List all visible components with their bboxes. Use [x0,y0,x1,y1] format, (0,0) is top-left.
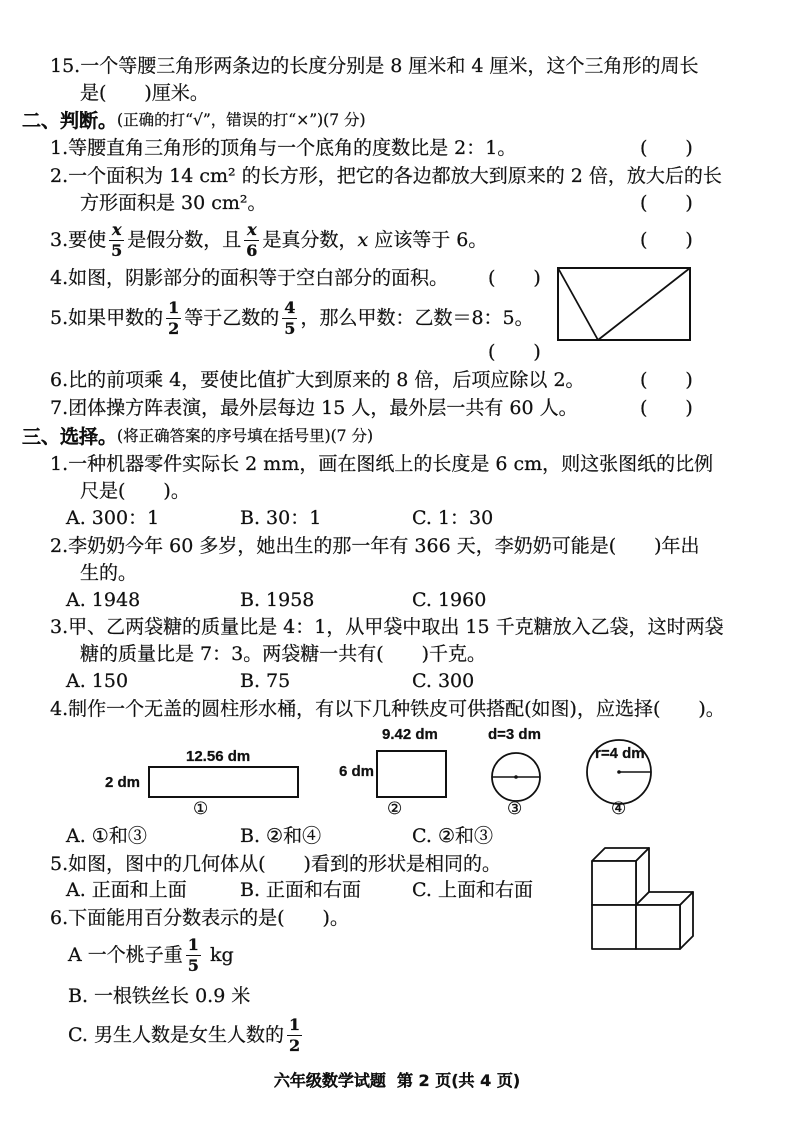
judgment-item-2-line-2: 方形面积是 30 cm²。 [80,191,267,214]
sheet-3-number: ③ [507,799,523,819]
numerator: 1 [168,297,180,317]
numerator: x [111,219,122,239]
option-b: B. 一根铁丝长 0.9 米 [68,984,251,1007]
option-c: C. 1960 [412,588,487,611]
option-b: B. 1958 [240,588,315,611]
item-text: 3.要使 [50,228,107,251]
answer-blank: ( ) [640,368,693,391]
answer-blank: ( ) [640,228,693,251]
item-text: 是假分数，且 [127,228,242,251]
option-a [68,933,234,977]
option-text: C. 男生人数是女生人数的 [68,1023,284,1046]
judgment-item-1: 1.等腰直角三角形的顶角与一个底角的度数比是 2：1。 [50,136,517,159]
option-c: C. 1：30 [412,506,494,529]
center-dot [514,775,518,779]
answer-blank: ( ) [640,396,693,419]
section-instruction: (正确的打“√”，错误的打“×”)(7 分) [117,111,366,130]
denominator: 5 [187,955,199,975]
option-c [68,1013,305,1057]
choice-item-6: 6.下面能用百分数表示的是( )。 [50,906,349,929]
sheet-3-circle-figure [490,751,542,803]
judgment-item-6: 6.比的前项乘 4，要使比值扩大到原来的 8 倍，后项应除以 2。 [50,368,585,391]
answer-blank: ( ) [640,136,693,159]
fraction [166,299,181,337]
option-b: B. ②和④ [240,824,322,847]
option-a: A. ①和③ [66,824,147,847]
denominator: 2 [168,318,180,338]
item-text: 应该等于 6。 [368,228,488,251]
choice-item-2-line-2: 生的。 [80,561,138,584]
judgment-section-heading [22,108,366,134]
sheet-4-radius-label: r=4 dm [595,745,645,762]
page-footer: 六年级数学试题 第 2 页(共 4 页) [273,1071,521,1090]
right-cube-front [636,905,680,949]
choice-item-1-line-2: 尺是( )。 [80,479,190,502]
rectangle-triangle-figure [556,266,694,344]
unit-text: kg [203,943,234,966]
sheet-2-rectangle [376,750,447,798]
option-b: B. 30：1 [240,506,322,529]
question-15-line-2: 是( )厘米。 [80,81,209,104]
option-a: A. 300：1 [66,506,160,529]
sheet-1-rectangle [148,766,299,798]
sheet-4-number: ④ [611,799,627,819]
triangle-left-edge [558,268,598,340]
section-instruction: (将正确答案的序号填在括号里)(7 分) [117,427,373,446]
cube-solid-figure [580,845,698,953]
variable: x [357,228,369,251]
numerator: 1 [288,1014,301,1034]
choice-item-1-line-1: 1.一种机器零件实际长 2 mm，画在图纸上的长度是 6 cm，则这张图纸的比例 [50,452,714,475]
lower-left-cube-front [592,905,636,949]
sheet-2-number: ② [387,799,403,819]
choice-section-heading [22,424,373,450]
judgment-item-3 [50,218,487,262]
choice-item-3-line-1: 3.甲、乙两袋糖的质量比是 4：1，从甲袋中取出 15 千克糖放入乙袋，这时两袋 [50,615,724,638]
option-a: A. 1948 [66,588,141,611]
sheet-1-length-label: 12.56 dm [186,748,251,765]
numerator: 4 [284,297,296,317]
numerator: 1 [187,934,199,954]
fraction [109,221,124,259]
option-c: C. ②和③ [412,824,493,847]
choice-item-2-line-1: 2.李奶奶今年 60 多岁，她出生的那一年有 366 天，李奶奶可能是( )年出 [50,534,700,557]
option-b: B. 正面和右面 [240,878,362,901]
fraction [282,299,297,337]
option-c: C. 300 [412,669,475,692]
numerator: x [247,219,257,239]
fraction [186,936,201,974]
judgment-item-5 [50,296,534,340]
option-b: B. 75 [240,669,291,692]
section-title: 二、判断。 [22,109,118,132]
question-15-line-1: 15.一个等腰三角形两条边的长度分别是 8 厘米和 4 厘米，这个三角形的周长 [50,54,699,77]
sheet-3-diameter-label: d=3 dm [488,726,541,743]
answer-blank: ( ) [488,340,541,363]
option-a: A. 正面和上面 [66,878,187,901]
option-text: A 一个桃子重 [68,943,183,966]
item-text: 是真分数， [262,228,358,251]
denominator: 5 [284,318,296,338]
judgment-item-4: 4.如图，阴影部分的面积等于空白部分的面积。 [50,266,449,289]
fraction [287,1016,302,1054]
sheet-2-width-label: 6 dm [339,763,375,780]
denominator: 2 [288,1035,301,1055]
denominator: 6 [246,240,258,260]
choice-item-4: 4.制作一个无盖的圆柱形水桶，有以下几种铁皮可供搭配(如图)，应选择( )。 [50,697,725,720]
choice-item-5: 5.如图，图中的几何体从( )看到的形状是相同的。 [50,852,501,875]
judgment-item-2-line-1: 2.一个面积为 14 cm² 的长方形，把它的各边都放大到原来的 2 倍，放大后的长 [50,164,722,187]
fraction [244,221,259,259]
item-text: 等于乙数的 [184,306,280,329]
option-a: A. 150 [66,669,129,692]
sheet-1-number: ① [193,799,209,819]
item-text: 5.如果甲数的 [50,306,164,329]
item-text: ，那么甲数：乙数＝8：5。 [300,306,534,329]
sheet-2-length-label: 9.42 dm [382,726,438,743]
denominator: 5 [111,240,123,260]
section-title: 三、选择。 [22,425,118,448]
judgment-item-7: 7.团体操方阵表演，最外层每边 15 人，最外层一共有 60 人。 [50,396,578,419]
triangle-right-edge [598,268,690,340]
upper-left-cube-front [592,861,636,905]
center-dot [617,770,621,774]
choice-item-3-line-2: 糖的质量比是 7：3。两袋糖一共有( )千克。 [80,642,487,665]
answer-blank: ( ) [488,266,541,289]
option-c: C. 上面和右面 [412,878,533,901]
answer-blank: ( ) [640,191,693,214]
sheet-1-width-label: 2 dm [105,774,141,791]
